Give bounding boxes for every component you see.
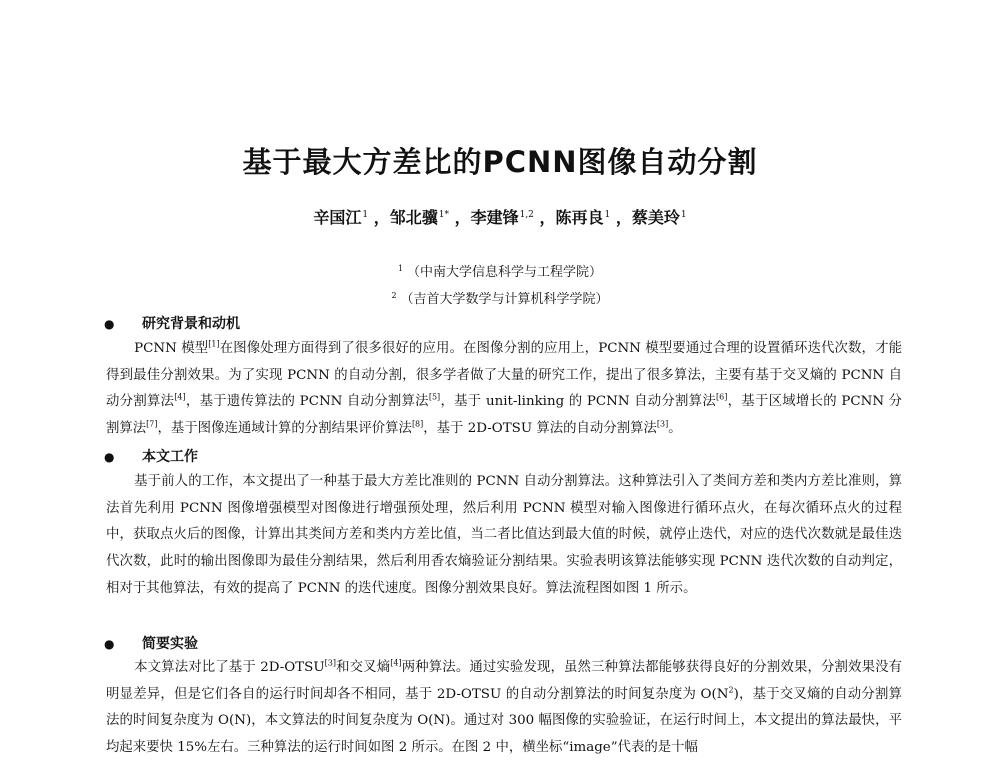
citation-ref: [1] — [208, 339, 220, 349]
body-text: PCNN 模型 — [134, 341, 209, 356]
author-list — [0, 205, 1000, 228]
affiliation-number: 1 — [397, 263, 404, 273]
body-text: 两种算法。通过实验发现，虽然三种算法都能够获得良好的分割效果，分割效果没有明显差异，但是它们各自的运行时间却各不相同，基于 2D-OTSU 的自动分割算法的时间复杂度为 O(N — [106, 660, 903, 702]
citation-ref: [8] — [411, 419, 424, 429]
section-title: 简要实验 — [142, 636, 198, 652]
affiliation-text: （吉首大学数学与计算机科学学院） — [400, 292, 609, 307]
author-affiliation-mark: 1,2 — [519, 209, 534, 220]
author-separator: ， — [373, 208, 390, 227]
superscript: 2 — [728, 685, 734, 695]
body-text: 在图像处理方面得到了很多很好的应用。在图像分割的应用上，PCNN 模型要通过合理的设置循环迭代次数，才能得到最佳分割效果。为了实现 PCNN 的自动分割，很多学者做了大量的研究工作，提出了很多算法，主要有基于交叉熵的 PCNN 自动分割算法 — [106, 341, 902, 410]
body-text: ，基于 unit-linking 的 PCNN 自动分割算法 — [440, 394, 717, 410]
affiliation-1 — [0, 261, 1000, 280]
author-affiliation-mark: 1 — [604, 209, 611, 220]
bullet-icon: ● — [104, 317, 115, 331]
author-name: 蔡美玲 — [631, 208, 680, 227]
author-affiliation-mark: 1* — [438, 209, 449, 220]
citation-ref: [3] — [324, 658, 336, 668]
bullet-icon: ● — [104, 637, 115, 651]
body-text: ，基于区域增长的 PCNN 分割算法 — [106, 394, 903, 437]
body-text: 。 — [668, 421, 682, 437]
author-separator: ， — [539, 208, 556, 227]
section-body-experiment — [106, 655, 902, 762]
bullet-icon: ● — [104, 450, 115, 464]
body-text: ，基于图像连通域计算的分割结果评价算法 — [157, 421, 412, 437]
body-text: 和交叉熵 — [335, 660, 391, 675]
section-body-this-work — [106, 469, 902, 603]
body-text: ，基于 2D-OTSU 算法的自动分割算法 — [423, 421, 657, 437]
affiliation-2 — [0, 288, 1000, 307]
body-text: ，基于遗传算法的 PCNN 自动分割算法 — [185, 394, 429, 410]
author-name: 邹北骥 — [389, 208, 438, 227]
section-heading-experiment — [104, 633, 198, 653]
author-name: 辛国江 — [313, 208, 362, 227]
section-body-background — [106, 336, 902, 443]
paper-title: 基于最大方差比的PCNN图像自动分割 — [242, 145, 758, 179]
affiliation-number: 2 — [391, 290, 397, 300]
citation-ref: [4] — [390, 658, 402, 668]
author-name: 李建锋 — [470, 208, 519, 227]
section-title: 本文工作 — [142, 449, 198, 465]
author-separator: ， — [454, 208, 471, 227]
citation-ref: [5] — [428, 392, 441, 402]
body-text: 基于前人的工作，本文提出了一种基于最大方差比准则的 PCNN 自动分割算法。这种算法引入了类间方差和类内方差比准则，算法首先利用 PCNN 图像增强模型对图像进行增强预处理，然后利用 PCNN 模型对输入图像进行循环点火，在每次循环点火的过程中，获取点火后的图像，计算出其类间方差和类内方差比值，当二者比值达到最大值的时候，就停止迭代，对应的迭代次数就是最佳迭代次数，此时的输出图像即为最佳分割结果，然后利用香农熵验证分割结果。实验表明该算法能够实现 PCNN 迭代次数的自动判定，相对于其他算法，有效的提高了 PCNN 的迭代速度。图像分割效果良好。算法流程图如图 1 所示。 — [106, 474, 902, 596]
author-affiliation-mark: 1 — [362, 209, 369, 220]
citation-ref: [3] — [656, 419, 669, 429]
section-title: 研究背景和动机 — [142, 316, 240, 332]
body-text: )，基于交叉熵的自动分割算法的时间复杂度为 O(N)，本文算法的时间复杂度为 O(N)。通过对 300 幅图像的实验验证，在运行时间上，本文提出的算法最快，平均起来要快 15%左右。三种算法的运行时间如图 2 所示。在图 2 中，横坐标“image”代表的是十幅 — [106, 686, 902, 756]
affiliation-text: （中南大学信息科学与工程学院） — [407, 265, 603, 280]
author-affiliation-mark: 1 — [680, 209, 687, 220]
author-separator: ， — [615, 208, 632, 227]
citation-ref: [6] — [716, 392, 728, 402]
author-name: 陈再良 — [555, 208, 604, 227]
citation-ref: [4] — [174, 392, 186, 402]
citation-ref: [7] — [146, 419, 158, 429]
section-heading-background — [104, 313, 240, 333]
section-heading-this-work — [104, 446, 198, 466]
body-text: 本文算法对比了基于 2D-OTSU — [134, 660, 325, 675]
